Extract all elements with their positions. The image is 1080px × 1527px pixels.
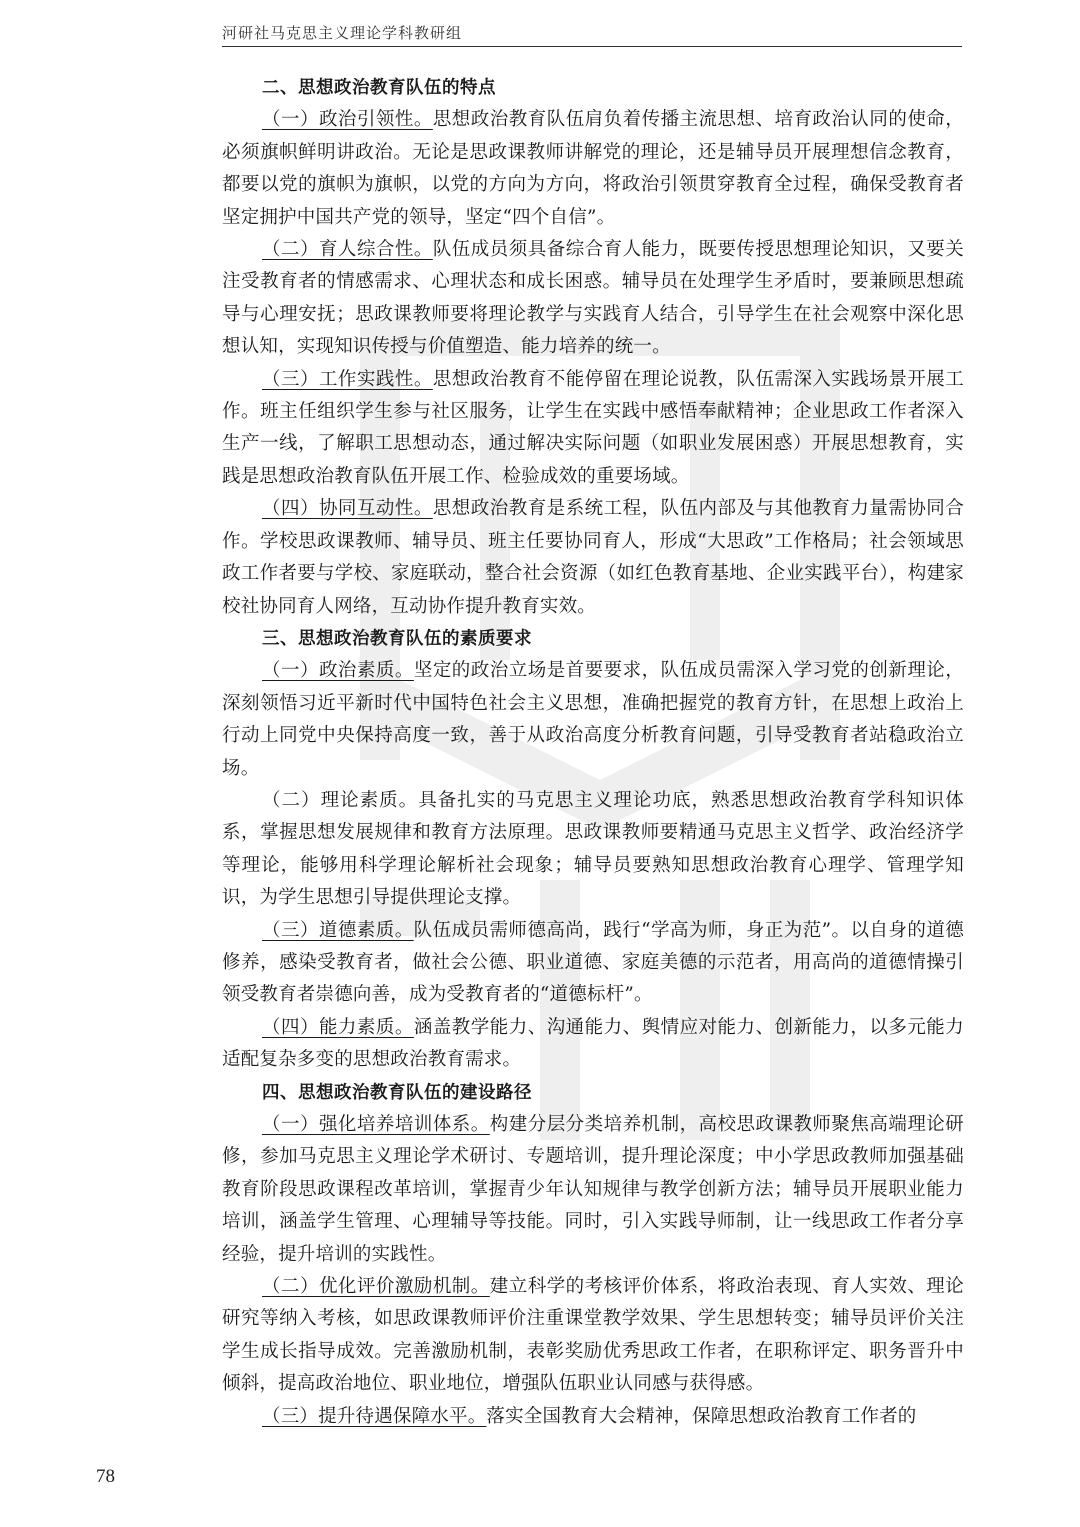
section-heading: 三、思想政治教育队伍的素质要求 [262,628,532,649]
paragraph [222,1109,964,1271]
paragraph-lead: （一）强化培养培训体系。 [262,1114,490,1135]
running-header: 河研社马克思主义理论学科教研组 [222,20,962,47]
paragraph-lead: （三）道德素质。 [262,919,414,941]
paragraph-text: 坚定的政治立场是首要要求，队伍成员需深入学习党的创新理论，深刻领悟习近平新时代中国特色社会主义思想，准确把握党的教育方针，在思想上政治上行动上同党中央保持高度一致，善于从政治高度分析教育问题，引导受教育者站稳政治立场。 [222,660,964,779]
paragraph-text: 构建分层分类培养机制，高校思政课教师聚焦高端理论研修，参加马克思主义理论学术研讨、专题培训，提升理论深度；中小学思政教师加强基础教育阶段思政课程改革培训，掌握青少年认知规律与教学创新方法；辅导员开展职业能力培训，涵盖学生管理、心理辅导等技能。同时，引入实践导师制，让一线思政工作者分享经验，提升培训的实践性。 [222,1114,964,1265]
paragraph-text: 落实全国教育大会精神，保障思想政治教育工作者的 [486,1405,917,1427]
paragraph [222,234,964,364]
article-body [222,72,964,1433]
paragraph-text: 思想政治教育队伍肩负着传播主流思想、培育政治认同的使命，必须旗帜鲜明讲政治。无论是思政课教师讲解党的理论，还是辅导员开展理想信念教育，都要以党的旗帜为旗帜，以党的方向为方向，将政治引领贯穿教育全过程，确保受教育者坚定拥护中国共产党的领导，坚定“四个自信”。 [222,109,964,228]
paragraph [222,785,964,915]
paragraph-lead: （二）优化评价激励机制。 [262,1276,490,1298]
page-number: 78 [96,1466,115,1487]
paragraph-text: 建立科学的考核评价体系，将政治表现、育人实效、理论研究等纳入考核，如思政课教师评价注重课堂教学效果、学生思想转变；辅导员评价关注学生成长指导成效。完善激励机制，表彰奖励优秀思政工作者，在职称评定、职务晋升中倾斜，提高政治地位、职业地位，增强队伍职业认同感与获得感。 [222,1276,964,1395]
paragraph-text: 具备扎实的马克思主义理论功底，熟悉思想政治教育学科知识体系，掌握思想发展规律和教育方法原理。思政课教师要精通马克思主义哲学、政治经济学等理论，能够用科学理论解析社会现象；辅导员要熟知思想政治教育心理学、管理学知识，为学生思想引导提供理论支撑。 [222,789,964,909]
paragraph-lead: （四）协同互动性。 [262,498,433,520]
paragraph [222,1271,964,1401]
paragraph [222,915,964,1012]
paragraph [222,1401,964,1433]
paragraph [222,364,964,494]
paragraph [222,655,964,785]
section-heading: 二、思想政治教育队伍的特点 [262,78,496,98]
paragraph-lead: （一）政治素质。 [262,660,414,682]
paragraph-text: 队伍成员须具备综合育人能力，既要传授思想理论知识，又要关注受教育者的情感需求、心理状态和成长困惑。辅导员在处理学生矛盾时，要兼顾思想疏导与心理安抚；思政课教师要将理论教学与实践育人结合，引导学生在社会观察中深化思想认知，实现知识传授与价值塑造、能力培养的统一。 [222,239,964,358]
paragraph-text: 思想政治教育不能停留在理论说教，队伍需深入实践场景开展工作。班主任组织学生参与社区服务，让学生在实践中感悟奉献精神；企业思政工作者深入生产一线，了解职工思想动态，通过解决实际问题（如职业发展困惑）开展思想教育，实践是思想政治教育队伍开展工作、检验成效的重要场域。 [222,368,964,487]
paragraph-text: 队伍成员需师德高尚，践行“学高为师，身正为范”。以自身的道德修养，感染受教育者，做社会公德、职业道德、家庭美德的示范者，用高尚的道德情操引领受教育者崇德向善，成为受教育者的“道德标杆”。 [222,919,964,1006]
paragraph-lead: （四）能力素质。 [262,1016,414,1038]
paragraph [222,1012,964,1077]
paragraph-lead: （三）工作实践性。 [262,368,433,390]
paragraph-lead: （二）理论素质。 [262,789,419,811]
paragraph-lead: （二）育人综合性。 [262,239,433,261]
paragraph [222,104,964,234]
paragraph-text: 涵盖教学能力、沟通能力、舆情应对能力、创新能力，以多元能力适配复杂多变的思想政治教育需求。 [222,1016,964,1071]
section-heading: 四、思想政治教育队伍的建设路径 [262,1082,532,1103]
paragraph-lead: （三）提升待遇保障水平。 [262,1405,487,1427]
paragraph-lead: （一）政治引领性。 [262,109,433,131]
paragraph [222,493,964,623]
paragraph-text: 思想政治教育是系统工程，队伍内部及与其他教育力量需协同合作。学校思政课教师、辅导员、班主任要协同育人，形成“大思政”工作格局；社会领域思政工作者要与学校、家庭联动，整合社会资源（如红色教育基地、企业实践平台），构建家校社协同育人网络，互动协作提升教育实效。 [222,498,964,617]
